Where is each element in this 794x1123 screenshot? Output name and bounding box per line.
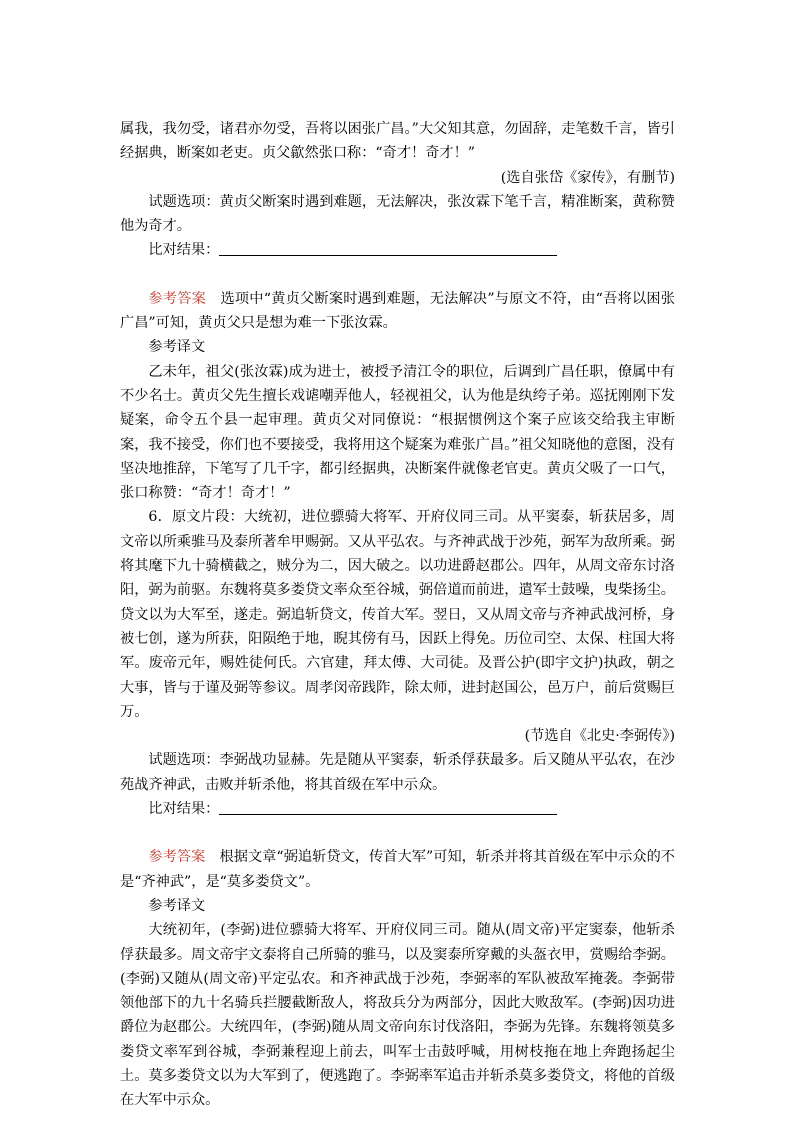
answer-label: 参考答案 [148, 849, 206, 866]
translation-heading: 参考译文 [148, 339, 206, 356]
answer-text: 选项中“黄贞父断案时遇到难题，无法解决”与原文不符，由“吾将以困张广昌”可知，黄贞父只是想为难一下张汝霖。 [120, 290, 675, 332]
document-page [120, 117, 675, 1113]
translation-heading: 参考译文 [148, 897, 206, 914]
source-citation: (节选自《北史·李弼传》) [524, 728, 675, 745]
reference-answer [120, 287, 675, 336]
compare-result-line [120, 238, 675, 262]
compare-label: 比对结果： [148, 801, 220, 818]
answer-blank[interactable] [219, 241, 557, 256]
answer-label: 参考答案 [148, 290, 207, 307]
translation-paragraph: 乙未年，祖父(张汝霖)成为进士，被授予清江令的职位，后调到广昌任职，僚属中有不少名士。黄贞父先生擅长戏谑嘲弄他人，轻视祖父，认为他是纨绔子弟。巡抚刚刚下发疑案，命令五个县一起审理。黄贞父对同僚说：“根据惯例这个案子应该交给我主审断案，我不接受，你们也不要接受，我将用这个疑案为难张广昌。”祖父知晓他的意图，没有坚决地推辞，下笔写了几千字，都引经据典，决断案件就像老官吏。黄贞父吸了一口气，张口称赞：“奇才！奇才！” [120, 363, 675, 502]
compare-label: 比对结果： [148, 242, 220, 259]
source-citation: (选自张岱《家传》，有删节) [500, 169, 675, 186]
compare-result-line [120, 797, 675, 821]
spacer [120, 821, 675, 845]
passage-paragraph: 属我，我勿受，诸君亦勿受，吾将以困张广昌。”大父知其意，勿固辞，走笔数千言，皆引经据典，断案如老吏。贞父歙然张口称：“奇才！奇才！” [120, 121, 675, 162]
answer-text: 根据文章“弼追斩贷文，传首大军”可知，斩杀并将其首级在军中示众的不是“齐神武”，是“莫多娄贷文”。 [120, 849, 675, 890]
passage-paragraph: 6．原文片段：大统初，进位骠骑大将军、开府仪同三司。从平窦泰，斩获居多，周文帝以所乘骓马及泰所著牟甲赐弼。又从平弘农。与齐神武战于沙苑，弼军为敌所乘。弼将其麾下九十骑横截之，贼分为二，因大破之。以功进爵赵郡公。四年，从周文帝东讨洛阳，弼为前驱。东魏将莫多娄贷文率众至谷城，弼倍道而前进，遣军士鼓噪，曳柴扬尘。贷文以为大军至，遂走。弼追斩贷文，传首大军。翌日，又从周文帝与齐神武战河桥，身被七创，遂为所获，阳陨绝于地，睨其傍有马，因跃上得免。历位司空、太保、柱国大将军。废帝元年，赐姓徒何氏。六官建，拜太傅、大司徒。及晋公护(即宇文护)执政，朝之大事，皆与于谨及弼等参议。周孝闵帝践阼，除太师，进封赵国公，邑万户，前后赏赐巨万。 [120, 509, 675, 720]
question-option: 试题选项：黄贞父断案时遇到难题，无法解决，张汝霖下笔千言，精准断案，黄称赞他为奇才。 [120, 193, 675, 235]
spacer [120, 263, 675, 287]
question-option: 试题选项：李弼战功显赫。先是随从平窦泰，斩杀俘获最多。后又随从平弘农，在沙苑战齐神武，击败并斩杀他，将其首级在军中示众。 [120, 752, 675, 793]
translation-paragraph: 大统初年，(李弼)进位骠骑大将军、开府仪同三司。随从(周文帝)平定窦泰，他斩杀俘获最多。周文帝宇文泰将自己所骑的骓马，以及窦泰所穿戴的头盔衣甲，赏赐给李弼。(李弼)又随从(周文帝)平定弘农。和齐神武战于沙苑，李弼率的军队被敌军掩袭。李弼带领他部下的九十名骑兵拦腰截断敌人，将敌兵分为两部分，因此大败敌军。(李弼)因功进爵位为赵郡公。大统四年，(李弼)随从周文帝向东讨伐洛阳，李弼为先锋。东魏将领莫多娄贷文率军到谷城，李弼兼程迎上前去，叫军士击鼓呼喊，用树枝拖在地上奔跑扬起尘土。莫多娄贷文以为大军到了，便逃跑了。李弼率军追击并斩杀莫多娄贷文，将他的首级在大军中示众。 [120, 922, 675, 1109]
reference-answer [120, 845, 675, 894]
answer-blank[interactable] [219, 800, 557, 815]
